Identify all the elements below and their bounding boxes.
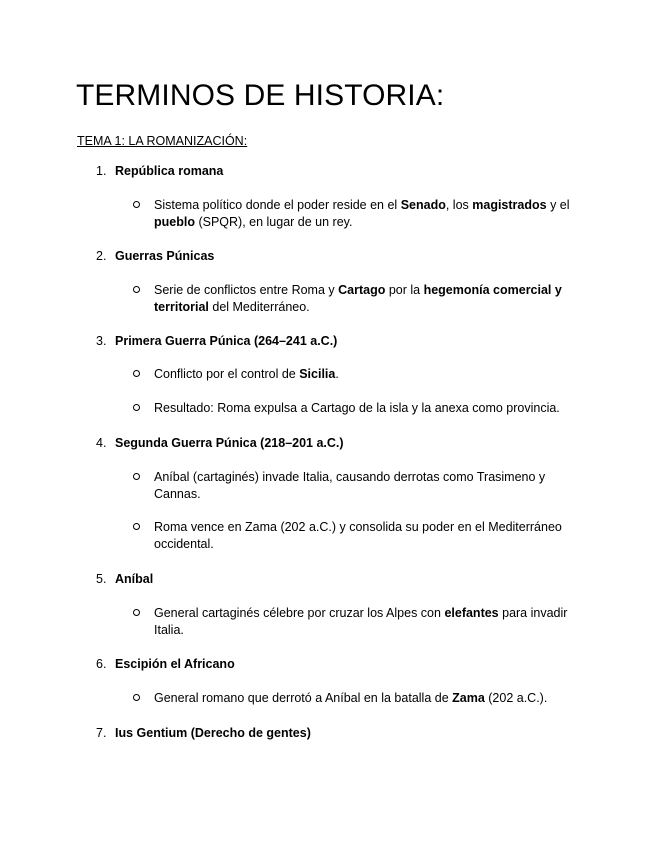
bullet-text [154, 519, 584, 553]
hollow-bullet-icon [133, 523, 140, 530]
bullet-text [154, 690, 594, 707]
item-number: 7. [96, 726, 107, 740]
text-run: Serie de conflictos entre Roma y [154, 283, 339, 297]
hollow-bullet-icon [133, 201, 140, 208]
bold-text: hegemonía comercial y territorial [154, 283, 562, 314]
item-title: Aníbal [115, 572, 154, 586]
text-run: Aníbal (cartaginés) invade Italia, causando derrotas como Trasimeno y Cannas. [154, 470, 546, 501]
bullet-text [154, 400, 594, 417]
text-run: General cartaginés célebre por cruzar los Alpes con [154, 606, 445, 620]
bold-text: magistrados [472, 198, 547, 212]
item-number: 2. [96, 249, 107, 263]
item-title: Segunda Guerra Púnica (218–201 a.C.) [115, 436, 344, 450]
text-run: , los [445, 198, 473, 212]
text-run: del Mediterráneo. [208, 300, 310, 314]
text-run: (202 a.C.). [484, 691, 548, 705]
text-run: Conflicto por el control de [154, 367, 300, 381]
bullet-text [154, 197, 584, 231]
item-title: Guerras Púnicas [115, 249, 215, 263]
text-run: y el [546, 198, 570, 212]
hollow-bullet-icon [133, 473, 140, 480]
text-run: (SPQR), en lugar de un rey. [194, 215, 353, 229]
text-run: Roma vence en Zama (202 a.C.) y consolida su poder en el Mediterráneo occidental. [154, 520, 562, 551]
item-title: Escipión el Africano [115, 657, 235, 671]
bullet-text [154, 605, 584, 639]
bold-text: Senado [400, 198, 446, 212]
bullet-text [154, 366, 584, 383]
bullet-text [154, 282, 584, 316]
item-number: 4. [96, 436, 107, 450]
hollow-bullet-icon [133, 370, 140, 377]
item-title: Ius Gentium (Derecho de gentes) [115, 726, 311, 740]
item-number: 1. [96, 164, 107, 178]
item-title: Primera Guerra Púnica (264–241 a.C.) [115, 334, 338, 348]
bold-text: Zama [452, 691, 485, 705]
bold-text: Sicilia [299, 367, 336, 381]
hollow-bullet-icon [133, 404, 140, 411]
text-run: para invadir Italia. [154, 606, 568, 637]
item-number: 5. [96, 572, 107, 586]
page-title: TERMINOS DE HISTORIA: [76, 79, 445, 112]
bold-text: elefantes [444, 606, 499, 620]
section-heading: TEMA 1: LA ROMANIZACIÓN: [77, 134, 248, 148]
hollow-bullet-icon [133, 694, 140, 701]
hollow-bullet-icon [133, 286, 140, 293]
text-run: General romano que derrotó a Aníbal en la batalla de [154, 691, 453, 705]
hollow-bullet-icon [133, 609, 140, 616]
bold-text: pueblo [154, 215, 195, 229]
text-run: Sistema político donde el poder reside en el [154, 198, 401, 212]
text-run: . [335, 367, 339, 381]
text-run: por la [385, 283, 424, 297]
item-number: 3. [96, 334, 107, 348]
item-number: 6. [96, 657, 107, 671]
item-title: República romana [115, 164, 224, 178]
text-run: Resultado: Roma expulsa a Cartago de la isla y la anexa como provincia. [154, 401, 560, 415]
bold-text: Cartago [338, 283, 386, 297]
bullet-text [154, 469, 569, 503]
